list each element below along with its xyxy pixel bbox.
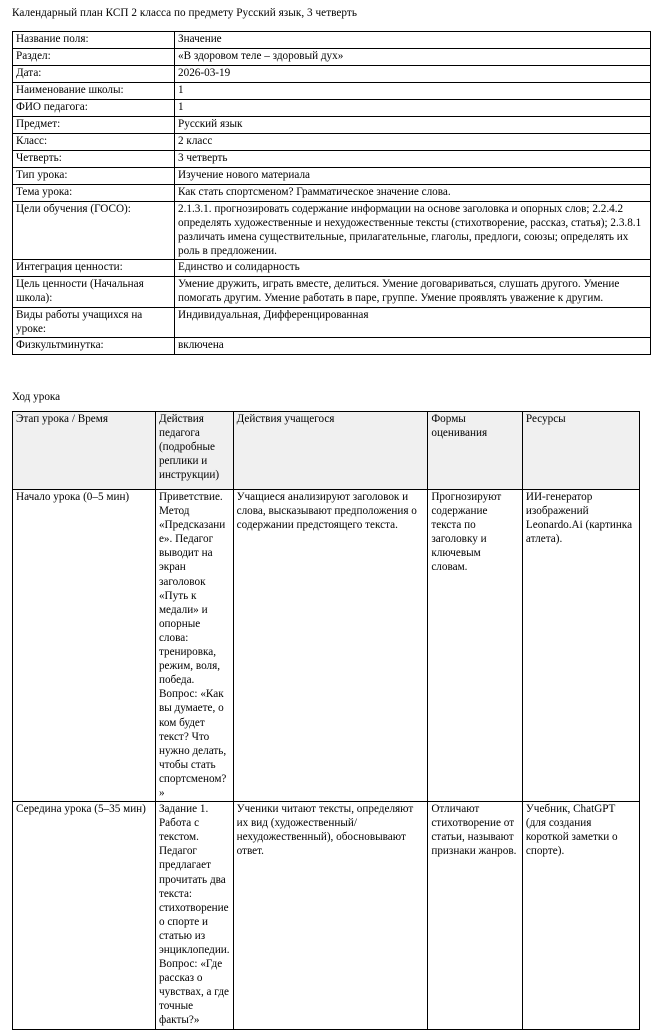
table-row-work-types bbox=[13, 307, 651, 337]
metadata-field-label: Тип урока: bbox=[13, 168, 175, 185]
lesson-flow-table bbox=[12, 411, 640, 1030]
table-row bbox=[13, 66, 651, 83]
metadata-field-value: «В здоровом теле – здоровый дух» bbox=[175, 49, 651, 66]
metadata-field-value: 3 четверть bbox=[175, 151, 651, 168]
table-row-header bbox=[13, 412, 640, 490]
table-row-learning-objectives bbox=[13, 202, 651, 260]
page-title: Календарный план КСП 2 класса по предмету Русский язык, 3 четверть bbox=[12, 7, 357, 19]
section-heading-lesson-flow: Ход урока bbox=[12, 391, 61, 403]
table-row bbox=[13, 168, 651, 185]
lesson-metadata-table bbox=[12, 31, 651, 355]
cell-assessment-forms: Прогнозируют содержание текста по заголовку и ключевым словам. bbox=[428, 490, 523, 802]
metadata-field-value: 1 bbox=[175, 83, 651, 100]
metadata-field-label: Цель ценности (Начальная школа): bbox=[13, 277, 175, 307]
metadata-field-value: 1 bbox=[175, 100, 651, 117]
lesson-flow-table-body bbox=[13, 490, 640, 1030]
metadata-field-value: Индивидуальная, Дифференцированная bbox=[175, 307, 651, 337]
metadata-field-label: Наименование школы: bbox=[13, 83, 175, 100]
metadata-field-label: ФИО педагога: bbox=[13, 100, 175, 117]
cell-resources: ИИ-генератор изображений Leonardo.Ai (картинка атлета). bbox=[522, 490, 639, 802]
cell-stage: Начало урока (0–5 мин) bbox=[13, 490, 156, 802]
metadata-field-value: 2.1.3.1. прогнозировать содержание информации на основе заголовка и опорных слов; 2.2.4.2 определять художественные и нехудожественные тексты (стихотворение, рассказ, статья); 2.3.8.1 различать имена существительные, прилагательные, глаголы, предлоги, союзы; определять их роль в предложении. bbox=[175, 202, 651, 260]
metadata-field-value: Умение дружить, играть вместе, делиться. Умение договариваться, слушать другого. Умение помогать другим. Умение работать в паре, группе. Умение проявлять уважение к другим. bbox=[175, 277, 651, 307]
column-header-resources: Ресурсы bbox=[522, 412, 639, 490]
table-row bbox=[13, 100, 651, 117]
column-header-stage: Этап урока / Время bbox=[13, 412, 156, 490]
metadata-field-label: Предмет: bbox=[13, 117, 175, 134]
metadata-field-value: включена bbox=[175, 337, 651, 354]
table-row bbox=[13, 117, 651, 134]
table-row-header bbox=[13, 32, 651, 49]
table-row bbox=[13, 151, 651, 168]
table-row bbox=[13, 185, 651, 202]
metadata-field-value: Изучение нового материала bbox=[175, 168, 651, 185]
metadata-header-field: Название поля: bbox=[13, 32, 175, 49]
column-header-student-actions: Действия учащегося bbox=[233, 412, 428, 490]
table-row bbox=[13, 802, 640, 1030]
metadata-field-label: Физкультминутка: bbox=[13, 337, 175, 354]
cell-assessment-forms: Отличают стихотворение от статьи, называют признаки жанров. bbox=[428, 802, 523, 1030]
metadata-field-label: Четверть: bbox=[13, 151, 175, 168]
table-row bbox=[13, 83, 651, 100]
metadata-field-value: Как стать спортсменом? Грамматическое значение слова. bbox=[175, 185, 651, 202]
metadata-field-label: Виды работы учащихся на уроке: bbox=[13, 307, 175, 337]
metadata-field-label: Цели обучения (ГОСО): bbox=[13, 202, 175, 260]
table-row bbox=[13, 337, 651, 354]
metadata-header-value: Значение bbox=[175, 32, 651, 49]
cell-teacher-actions: Задание 1. Работа с текстом. Педагог предлагает прочитать два текста: стихотворение о спорте и статью из энциклопедии. Вопрос: «Где рассказ о чувствах, а где точные факты?» bbox=[155, 802, 233, 1030]
table-row bbox=[13, 134, 651, 151]
column-header-teacher-actions: Действия педагога (подробные реплики и инструкции) bbox=[155, 412, 233, 490]
metadata-field-label: Класс: bbox=[13, 134, 175, 151]
metadata-field-label: Тема урока: bbox=[13, 185, 175, 202]
metadata-field-value: 2 класс bbox=[175, 134, 651, 151]
lesson-flow-table-head bbox=[13, 412, 640, 490]
table-row-value-goal bbox=[13, 277, 651, 307]
metadata-field-label: Раздел: bbox=[13, 49, 175, 66]
metadata-field-label: Интеграция ценности: bbox=[13, 260, 175, 277]
metadata-table-body bbox=[13, 32, 651, 355]
cell-student-actions: Ученики читают тексты, определяют их вид (художественный/нехудожественный), обосновывают ответ. bbox=[233, 802, 428, 1030]
metadata-field-value: 2026-03-19 bbox=[175, 66, 651, 83]
cell-resources: Учебник, ChatGPT (для создания короткой заметки о спорте). bbox=[522, 802, 639, 1030]
table-row bbox=[13, 260, 651, 277]
table-row bbox=[13, 490, 640, 802]
metadata-field-label: Дата: bbox=[13, 66, 175, 83]
cell-student-actions: Учащиеся анализируют заголовок и слова, высказывают предположения о содержании предстоящего текста. bbox=[233, 490, 428, 802]
metadata-field-value: Русский язык bbox=[175, 117, 651, 134]
table-row bbox=[13, 49, 651, 66]
cell-stage: Середина урока (5–35 мин) bbox=[13, 802, 156, 1030]
cell-teacher-actions: Приветствие. Метод «Предсказание». Педагог выводит на экран заголовок «Путь к медали» и опорные слова: тренировка, режим, воля, победа. Вопрос: «Как вы думаете, о ком будет текст? Что нужно делать, чтобы стать спортсменом?» bbox=[155, 490, 233, 802]
column-header-assessment-forms: Формы оценивания bbox=[428, 412, 523, 490]
metadata-field-value: Единство и солидарность bbox=[175, 260, 651, 277]
